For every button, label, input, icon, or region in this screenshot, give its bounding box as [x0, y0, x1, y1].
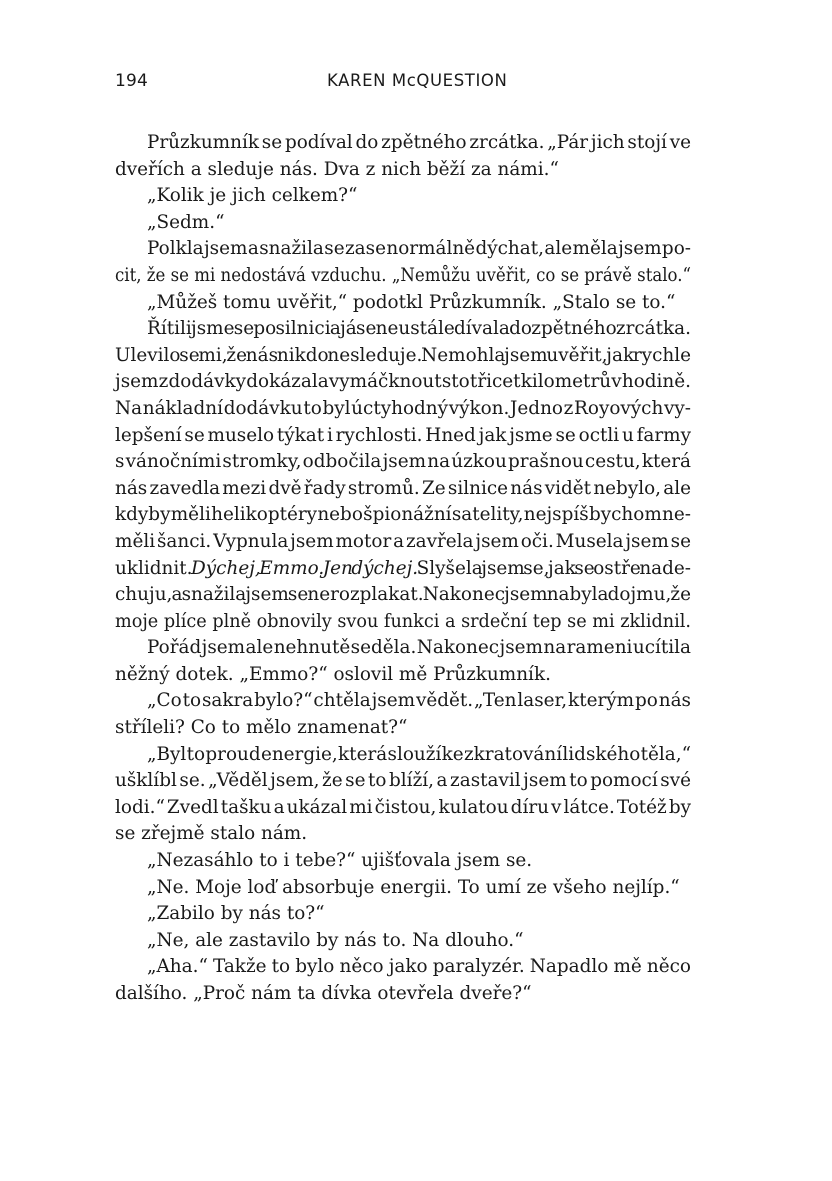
- text-line: [115, 529, 691, 556]
- text-line: [115, 130, 691, 157]
- text-line: [115, 742, 691, 769]
- text-line-content: stříleli? Co to mělo znamenat?“: [115, 717, 408, 739]
- text-line-content: „Ne, ale zastavilo by nás to. Na dlouho.“: [147, 929, 524, 951]
- text-line: [115, 981, 691, 1008]
- text-line-content: „Sedm.“: [147, 211, 225, 233]
- text-line: [115, 210, 691, 237]
- text-line: [115, 423, 691, 450]
- text-line-content: lepšení se muselo týkat i rychlosti. Hned jak jsme se octli u farmy: [115, 424, 691, 446]
- text-line: [115, 290, 691, 317]
- text-line-content: [115, 556, 691, 583]
- text-line: [115, 688, 691, 715]
- text-line-content: lodi.“ Zvedl tašku a ukázal mi čistou, kulatou díru v látce. Totéž by: [115, 796, 691, 818]
- text-line-content: ušklíbl se. „Věděl jsem, že se to blíží, a zastavil jsem to pomocí své: [115, 770, 691, 792]
- text-line: [115, 263, 691, 290]
- text-line-content: Ulevilo se mi, že nás nikdo nesleduje. Nemohla jsem uvěřit, jak rychle: [115, 344, 691, 366]
- text-line: [115, 556, 691, 583]
- text-line: [115, 396, 691, 423]
- text-line-content: „Nezasáhlo to i tebe?“ ujišťovala jsem se.: [147, 850, 533, 872]
- text-line-content: „Můžeš tomu uvěřit,“ podotkl Průzkumník. „Stalo se to.“: [147, 291, 676, 313]
- text-line: [115, 157, 691, 184]
- text-line-content: Řítili jsme se po silnici a já se neustále dívala do zpětného zrcátka.: [147, 318, 691, 340]
- text-line: [115, 369, 691, 396]
- page-number: 194: [115, 71, 149, 91]
- text-line: [115, 662, 691, 689]
- text-line: [115, 954, 691, 981]
- text-line: [115, 901, 691, 928]
- text-line: [115, 502, 691, 529]
- text-line-content: „Aha.“ Takže to bylo něco jako paralyzér. Napadlo mě něco: [147, 956, 691, 978]
- text-line-content: chuju, a snažila jsem se nerozplakat. Nakonec jsem nabyla dojmu, že: [115, 584, 691, 606]
- text-line-content: „Kolik je jich celkem?“: [147, 185, 358, 207]
- text-line: [115, 715, 691, 742]
- text-line-content: cit, že se mi nedostává vzduchu. „Nemůžu uvěřit, co se právě stalo.“: [115, 264, 691, 286]
- text-line-content: s vánočními stromky, odbočila jsem na úzkou prašnou cestu, která: [115, 451, 691, 473]
- text-line: [115, 183, 691, 210]
- text-line: [115, 928, 691, 955]
- text-line-content: jsem z dodávky dokázala vymáčknout sto třicet kilometrů v hodině.: [115, 371, 691, 393]
- text-line-content: „Byl to proud energie, která slouží ke zkratování lidského těla,“: [147, 743, 691, 765]
- text-line: [115, 821, 691, 848]
- text-line: [115, 768, 691, 795]
- running-head: KAREN McQUESTION: [327, 71, 508, 90]
- body-text: [115, 130, 691, 1008]
- text-line: [115, 875, 691, 902]
- text-line: [115, 795, 691, 822]
- text-line-content: dveřích a sleduje nás. Dva z nich běží za námi.“: [115, 158, 559, 180]
- italic-text: Dýchej, Emmo. Jen dýchej.: [191, 557, 419, 579]
- text-line: [115, 609, 691, 636]
- text-line-content: „Co to sakra bylo?“ chtěla jsem vědět. „Ten laser, kterým po nás: [147, 690, 691, 712]
- text-line-content: „Ne. Moje loď absorbuje energii. To umí ze všeho nejlíp.“: [147, 876, 680, 898]
- text-line-content: Pořád jsem ale nehnutě seděla. Nakonec jsem na rameni ucítila: [147, 637, 691, 659]
- text-line: [115, 449, 691, 476]
- text-line: [115, 582, 691, 609]
- text-line-content: Na nákladní dodávku to byl úctyhodný výkon. Jedno z Royových vy-: [115, 397, 691, 419]
- text-line: [115, 848, 691, 875]
- text-line-content: něžný dotek. „Emmo?“ oslovil mě Průzkumník.: [115, 663, 551, 685]
- text-line-content: dalšího. „Proč nám ta dívka otevřela dveře?“: [115, 983, 532, 1004]
- text-line: [115, 236, 691, 263]
- text-line: [115, 316, 691, 343]
- text-line: [115, 635, 691, 662]
- text-segment: Slyšela jsem se, jak se ostře nade-: [418, 557, 692, 579]
- text-line-content: měli šanci. Vypnula jsem motor a zavřela jsem oči. Musela jsem se: [115, 530, 691, 552]
- text-segment: uklidnit.: [115, 557, 192, 579]
- text-line-content: moje plíce plně obnovily svou funkci a srdeční tep se mi zklidnil.: [115, 610, 691, 632]
- text-line-content: se zřejmě stalo nám.: [115, 823, 308, 845]
- text-line-content: Polkla jsem a snažila se zase normálně dýchat, ale měla jsem po-: [147, 238, 691, 260]
- text-line-content: nás zavedla mezi dvě řady stromů. Ze silnice nás vidět nebylo, ale: [115, 477, 691, 499]
- text-line: [115, 476, 691, 503]
- text-line-content: kdyby měli helikoptéry nebo špionážní satelity, nejspíš bychom ne-: [115, 504, 691, 526]
- page-header: [115, 71, 690, 95]
- text-line-content: Průzkumník se podíval do zpětného zrcátka. „Pár jich stojí ve: [147, 132, 691, 153]
- text-line: [115, 343, 691, 370]
- text-line-content: „Zabilo by nás to?“: [147, 903, 325, 925]
